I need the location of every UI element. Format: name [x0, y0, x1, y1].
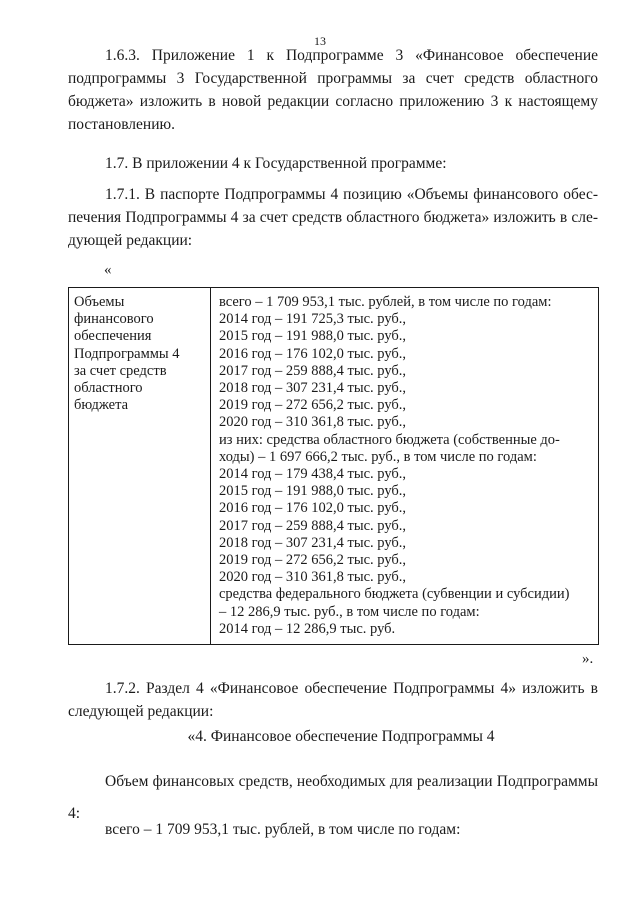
value-line: 2017 год – 259 888,4 тыс. руб.,: [219, 517, 407, 534]
value-line: 2019 год – 272 656,2 тыс. руб.,: [219, 552, 407, 569]
value-line: 2015 год – 191 988,0 тыс. руб.,: [219, 328, 407, 345]
paragraph-volume: Объем финансовых средств, необходимых для реализации Подпрограммы 4:: [68, 773, 598, 822]
table-row: [69, 288, 599, 645]
label-line: Подпрограммы 4: [74, 345, 180, 362]
passport-table: [68, 287, 599, 645]
value-line: 2018 год – 307 231,4 тыс. руб.,: [219, 534, 407, 551]
section-heading: «4. Финансовое обеспечение Подпрограммы 4: [187, 728, 495, 745]
value-line: 2016 год – 176 102,0 тыс. руб.,: [219, 500, 407, 517]
value-line: 2015 год – 191 988,0 тыс. руб.,: [219, 483, 407, 500]
value-line: 2018 год – 307 231,4 тыс. руб.,: [219, 380, 407, 397]
label-line: областного: [74, 380, 143, 397]
paragraph-1-6-3: 1.6.3. Приложение 1 к Подпрограмме 3 «Финансовое обеспечение подпрограммы 3 Государственной программы за счет средств областного бюджета» изложить в новой редакции согласно приложению 3 к настоящему постановлению.: [68, 47, 598, 133]
value-line: ходы) – 1 697 666,2 тыс. руб., в том числе по годам:: [219, 448, 537, 465]
value-line: 2014 год – 179 438,4 тыс. руб.,: [219, 466, 407, 483]
value-line: всего – 1 709 953,1 тыс. рублей, в том числе по годам:: [219, 294, 552, 310]
value-line: 2020 год – 310 361,8 тыс. руб.,: [219, 414, 407, 431]
label-line: финансового: [74, 311, 154, 328]
value-cell: [211, 288, 599, 645]
paragraph-1-7-2: 1.7.2. Раздел 4 «Финансовое обеспечение Подпрограммы 4» изложить в следующей редакции:: [68, 680, 598, 720]
paragraph-1-7: 1.7. В приложении 4 к Государственной программе:: [105, 155, 447, 172]
label-cell: [69, 288, 211, 645]
label-line: бюджета: [74, 397, 129, 414]
value-line: 2014 год – 191 725,3 тыс. руб.,: [219, 311, 407, 328]
value-line: из них: средства областного бюджета (собственные до-: [219, 431, 560, 448]
value-line: 2019 год – 272 656,2 тыс. руб.,: [219, 397, 407, 414]
opening-quote: «: [104, 262, 112, 278]
value-line: средства федерального бюджета (субвенции и субсидии): [219, 586, 570, 603]
value-line: 2016 год – 176 102,0 тыс. руб.,: [219, 345, 407, 362]
value-line: 2014 год – 12 286,9 тыс. руб.: [219, 620, 396, 637]
label-line: за счет средств: [74, 362, 167, 379]
value-line: 2020 год – 310 361,8 тыс. руб.,: [219, 569, 407, 586]
paragraph-1-7-1: 1.7.1. В паспорте Подпрограммы 4 позицию «Объемы финансового обес-печения Подпрограммы 4 за счет средств областного бюджета» изложить в сле-дующей редакции:: [68, 186, 598, 249]
value-line: – 12 286,9 тыс. руб., в том числе по годам:: [219, 603, 480, 620]
label-line: обеспечения: [74, 328, 152, 345]
page-number: 13: [314, 34, 326, 48]
paragraph-total: всего – 1 709 953,1 тыс. рублей, в том числе по годам:: [105, 821, 461, 838]
value-line: 2017 год – 259 888,4 тыс. руб.,: [219, 362, 407, 379]
closing-quote: ».: [582, 651, 594, 667]
label-line: Объемы: [74, 294, 125, 310]
